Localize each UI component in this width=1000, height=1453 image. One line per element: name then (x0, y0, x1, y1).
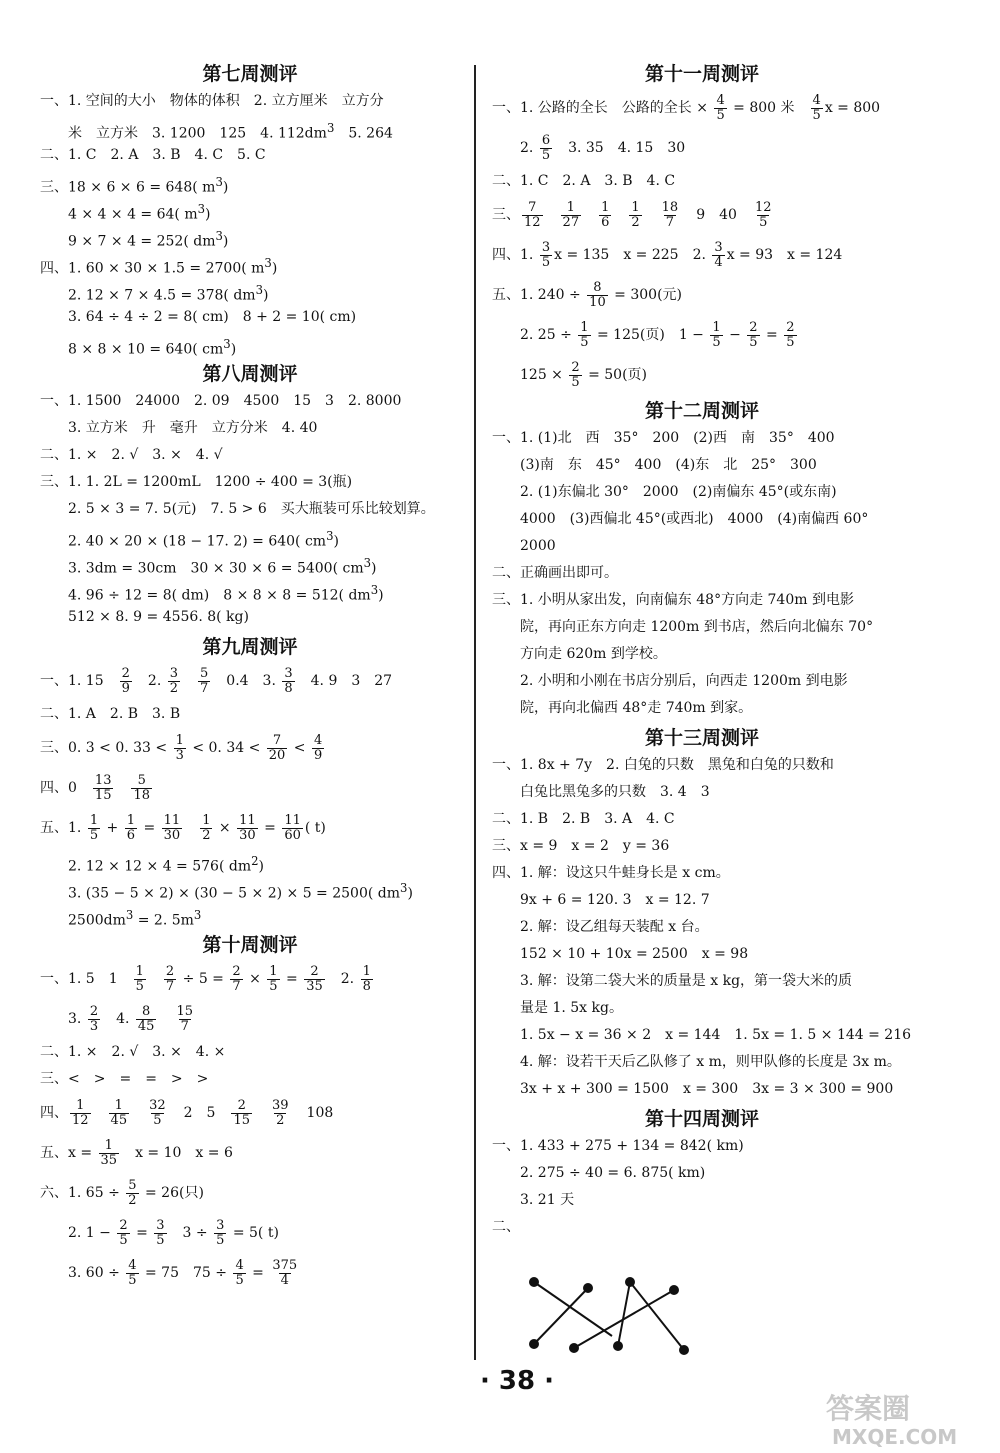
answer-line: 二、1. C 2. A 3. B 4. C (492, 173, 676, 189)
matching-lines-diagram (520, 1276, 700, 1356)
answer-line: 一、1. 公路的全长 公路的全长 × $\frac{4}{5}$ = 800 米 $\frac{4}{5}$ x = 800 (492, 92, 881, 123)
answer-line: 4. 96 ÷ 12 = 8( dm) 8 × 8 × 8 = 512( $dm^3$) (40, 583, 384, 604)
fraction: $\frac{3}{2}$ (169, 665, 178, 696)
answer-line: 152 × 10 + 10x = 2500 x = 98 (492, 946, 749, 962)
answer-line: 3. 立方米 升 毫升 立方分米 4. 40 (40, 420, 318, 436)
section-title: 第十四周测评 (644, 1108, 759, 1130)
answer-line: 五、x = $\frac{1}{35}$ x = 10 x = 6 (40, 1137, 233, 1168)
fraction: $\frac{15}{7}$ (176, 1003, 193, 1034)
section-title: 第九周测评 (202, 636, 298, 658)
answer-line: 2. 解：设乙组每天装配 x 台。 (492, 919, 709, 935)
answer-line: $2500dm^3 = 2$. $5m^3$ (40, 908, 202, 929)
answer-line: 三、1. 小明从家出发，向南偏东 48°方向走 740m 到电影 (492, 592, 854, 608)
fraction: $\frac{5}{7}$ (200, 665, 209, 696)
fraction: $\frac{1}{5}$ (269, 963, 278, 994)
answer-line: 2. 40 × 20 × (18 − 17. 2) = 640( $cm^3$) (40, 529, 339, 550)
fraction: $\frac{1}{12}$ (72, 1097, 89, 1128)
answer-line: 一、1. 空间的大小 物体的体积 2. 立方厘米 立方分 (40, 93, 384, 109)
fraction: $\frac{1}{3}$ (175, 732, 184, 763)
fraction: $\frac{2}{35}$ (306, 963, 323, 994)
fraction: $\frac{4}{5}$ (128, 1257, 137, 1288)
answer-line: 9 × 7 × 4 = 252( $dm^3$) (40, 229, 229, 250)
answer-line: 量是 1. 5x kg。 (492, 1000, 623, 1016)
fraction: $\frac{18}{7}$ (661, 199, 679, 230)
answer-line: 二、1. × 2. √ 3. × 4. × (40, 1044, 226, 1060)
fraction: $\frac{4}{5}$ (235, 1257, 244, 1288)
fraction: $\frac{2}{7}$ (232, 963, 241, 994)
fraction: $\frac{1}{5}$ (580, 319, 589, 350)
fraction: $\frac{1}{6}$ (126, 812, 136, 843)
fraction: $\frac{1}{5}$ (135, 963, 144, 994)
page-number: · 38 · (480, 1366, 555, 1396)
fraction: $\frac{2}{3}$ (89, 1003, 99, 1034)
fraction: $\frac{2}{5}$ (749, 319, 758, 350)
answer-line: 一、1. 8x + 7y 2. 白兔的只数 黑兔和白兔的只数和 (492, 757, 834, 773)
fraction: $\frac{1}{2}$ (631, 199, 640, 230)
answer-line: 一、1. 1500 24000 2. 09 4500 15 3 2. 8000 (40, 393, 402, 409)
fraction: $\frac{3}{4}$ (714, 239, 723, 270)
fraction: $\frac{11}{30}$ (163, 812, 181, 843)
answer-line: 3. 64 ÷ 4 ÷ 2 = 8( cm) 8 + 2 = 10( cm) (40, 309, 357, 325)
answer-line: 四、1. 解：设这只牛蛙身长是 x cm。 (492, 865, 730, 881)
answer-line: 3. 60 ÷ $\frac{4}{5}$ = 75 75 ÷ $\frac{4}{5}$ = $\frac{375}{4}$ (40, 1257, 298, 1288)
answer-line: 2. (1)东偏北 30° 2000 (2)南偏东 45°(或东南) (492, 484, 837, 500)
answer-line: 一、1. 433 + 275 + 134 = 842( km) (492, 1138, 744, 1154)
fraction: $\frac{4}{5}$ (812, 92, 821, 123)
fraction: $\frac{11}{60}$ (284, 812, 301, 843)
answer-line: 二、正确画出即可。 (492, 565, 618, 581)
fraction: $\frac{2}{5}$ (119, 1217, 128, 1248)
svg-text:答案圈: 答案圈 (826, 1392, 911, 1425)
fraction: $\frac{2}{9}$ (121, 665, 130, 696)
fraction: $\frac{1}{45}$ (110, 1097, 128, 1128)
answer-line: 一、1. (1)北 西 35° 200 (2)西 南 35° 400 (492, 430, 835, 446)
fraction: $\frac{2}{15}$ (233, 1097, 251, 1128)
answer-line: 一、1. 5 1 $\frac{1}{5}$ $\frac{2}{7}$ ÷ 5 = $\frac{2}{7}$ × $\frac{1}{5}$ = $\frac{2}{35}$ 2. $\frac{1}{8}$ (40, 963, 371, 994)
fraction: $\frac{12}{5}$ (754, 199, 772, 230)
answer-line: 2. 275 ÷ 40 = 6. 875( km) (492, 1165, 706, 1181)
fraction: $\frac{375}{4}$ (272, 1257, 298, 1288)
answer-line: 一、1. 15 $\frac{2}{9}$ 2. $\frac{3}{2}$ $\frac{5}{7}$ 0.4 3. $\frac{3}{8}$ 4. 9 3 27 (40, 665, 393, 696)
fraction: $\frac{13}{15}$ (94, 772, 112, 803)
fraction: $\frac{7}{20}$ (268, 732, 286, 763)
answer-line: 五、1. 240 ÷ $\frac{8}{10}$ = 300(元) (492, 279, 682, 310)
answer-line: 125 × $\frac{2}{5}$ = 50(页) (492, 359, 648, 390)
answer-line: 白兔比黑兔多的只数 3. 4 3 (492, 784, 710, 800)
fraction: $\frac{4}{9}$ (313, 732, 323, 763)
answer-line: 院，再向北偏西 48°走 740m 到家。 (492, 700, 753, 716)
section-title: 第十三周测评 (644, 727, 759, 749)
answer-line: (3)南 东 45° 400 (4)东 北 25° 300 (492, 457, 817, 473)
answer-line: 四、0 $\frac{13}{15}$ $\frac{5}{18}$ (40, 772, 151, 803)
section-title: 第七周测评 (202, 63, 298, 85)
watermark-logo (820, 1388, 990, 1450)
answer-line: 2. 25 ÷ $\frac{1}{5}$ = 125(页) 1 − $\frac{1}{5}$ − $\frac{2}{5}$ = $\frac{2}{5}$ (492, 319, 795, 350)
answer-line: 米 立方米 3. 1200 125 4. $112dm^3$ 5. 264 (40, 121, 393, 142)
answer-line: 2000 (492, 538, 556, 554)
answer-line: 三、0. 3 < 0. 33 < $\frac{1}{3}$ < 0. 34 < $\frac{7}{20}$ < $\frac{4}{9}$ (40, 732, 323, 763)
fraction: $\frac{1}{27}$ (562, 199, 580, 230)
answer-line: 2. 12 × 12 × 4 = 576( $dm^2$) (40, 854, 264, 875)
answer-line: 2. 1 − $\frac{2}{5}$ = $\frac{3}{5}$ 3 ÷ $\frac{3}{5}$ = 5( t) (40, 1217, 279, 1248)
answer-line: 4 × 4 × 4 = 64( $m^3$) (40, 202, 211, 223)
answer-line: 2. 12 × 7 × 4.5 = 378( $dm^3$) (40, 283, 269, 304)
fraction: $\frac{1}{5}$ (89, 812, 99, 843)
answer-line: 二、1. A 2. B 3. B (40, 706, 181, 722)
fraction: $\frac{3}{5}$ (156, 1217, 165, 1248)
fraction: $\frac{2}{7}$ (165, 963, 175, 994)
fraction: $\frac{1}{8}$ (362, 963, 371, 994)
answer-line: 3. 21 天 (492, 1192, 575, 1208)
svg-text:MXQE.COM: MXQE.COM (832, 1425, 958, 1449)
answer-line: 四、 $\frac{1}{12}$ $\frac{1}{45}$ $\frac{32}{5}$ 2 5 $\frac{2}{15}$ $\frac{39}{2}$ 108 (40, 1097, 334, 1128)
answer-line: 三、x = 9 x = 2 y = 36 (492, 838, 670, 854)
answer-line: 2. $\frac{6}{5}$ 3. 35 4. 15 30 (492, 132, 686, 163)
fraction: $\frac{4}{5}$ (716, 92, 725, 123)
fraction: $\frac{11}{30}$ (239, 812, 256, 843)
fraction: $\frac{8}{10}$ (589, 279, 606, 310)
right-column (492, 58, 912, 1241)
fraction: $\frac{5}{18}$ (133, 772, 151, 803)
section-title: 第十一周测评 (644, 63, 759, 85)
answer-line: 2. 小明和小刚在书店分别后，向西走 1200m 到电影 (492, 673, 848, 689)
answer-line: 二、1. × 2. √ 3. × 4. √ (40, 447, 223, 463)
fraction: $\frac{2}{5}$ (786, 319, 795, 350)
fraction: $\frac{3}{5}$ (216, 1217, 225, 1248)
fraction: $\frac{39}{2}$ (272, 1097, 289, 1128)
answer-line: 五、1. $\frac{1}{5}$ + $\frac{1}{6}$ = $\frac{11}{30}$ $\frac{1}{2}$ × $\frac{11}{30}$ = $\frac{11}{60}$ ( t) (40, 812, 326, 843)
answer-line: 六、1. 65 ÷ $\frac{5}{2}$ = 26(只) (40, 1177, 204, 1208)
answer-line: 三、1. 1. 2L = 1200mL 1200 ÷ 400 = 3(瓶) (40, 474, 353, 490)
answer-line: 四、1. 60 × 30 × 1.5 = 2700( $m^3$) (40, 256, 278, 277)
answer-line: 院，再向正东方向走 1200m 到书店，然后向北偏东 70° (492, 619, 874, 635)
answer-line: 三、18 × 6 × 6 = 648( $m^3$) (40, 175, 229, 196)
fraction: $\frac{3}{5}$ (541, 239, 551, 270)
answer-line: 二、1. B 2. B 3. A 4. C (492, 811, 675, 827)
fraction: $\frac{1}{6}$ (601, 199, 610, 230)
fraction: $\frac{1}{2}$ (202, 812, 211, 843)
answer-line: 9x + 6 = 120. 3 x = 12. 7 (492, 892, 710, 908)
section-title: 第十周测评 (202, 934, 298, 956)
fraction: $\frac{3}{8}$ (284, 665, 293, 696)
answer-line: 三、 $\frac{7}{12}$ $\frac{1}{27}$ $\frac{1}{6}$ $\frac{1}{2}$ $\frac{18}{7}$ 9 40 $\frac{12}{5}$ (492, 199, 772, 230)
left-column (40, 58, 460, 1293)
answer-line: 1. 5x − x = 36 × 2 x = 144 1. 5x = 1. 5 × 144 = 216 (492, 1027, 912, 1043)
answer-line: 三、< > = = > > (40, 1071, 209, 1087)
section-title: 第十二周测评 (644, 400, 759, 422)
answer-line: 二、 (492, 1219, 520, 1235)
answer-line: 3. 3dm = 30cm 30 × 30 × 6 = 5400( $cm^3$) (40, 556, 377, 577)
answer-line: 2. 5 × 3 = 7. 5(元) 7. 5 > 6 买大瓶装可乐比较划算。 (40, 501, 435, 517)
answer-line: 3. $\frac{2}{3}$ 4. $\frac{8}{45}$ $\frac{15}{7}$ (40, 1003, 193, 1034)
answer-line: 四、1. $\frac{3}{5}$ x = 135 x = 225 2. $\frac{3}{4}$ x = 93 x = 124 (492, 239, 843, 270)
answer-line: 512 × 8. 9 = 4556. 8( kg) (40, 609, 249, 625)
fraction: $\frac{7}{12}$ (524, 199, 541, 230)
fraction: $\frac{32}{5}$ (149, 1097, 166, 1128)
fraction: $\frac{1}{35}$ (100, 1137, 118, 1168)
section-title: 第八周测评 (202, 363, 298, 385)
answer-line: 3. (35 − 5 × 2) × (30 − 5 × 2) × 5 = 2500( $dm^3$) (40, 881, 413, 902)
fraction: $\frac{6}{5}$ (541, 132, 551, 163)
fraction: $\frac{5}{2}$ (128, 1177, 137, 1208)
fraction: $\frac{2}{5}$ (571, 359, 580, 390)
answer-line: 二、1. C 2. A 3. B 4. C 5. C (40, 147, 266, 163)
fraction: $\frac{1}{5}$ (712, 319, 721, 350)
answer-line: 4000 (3)西偏北 45°(或西北) 4000 (4)南偏西 60° (492, 511, 869, 527)
answer-line: 4. 解：设若干天后乙队修了 x m，则甲队修的长度是 3x m。 (492, 1054, 901, 1070)
answer-line: 3. 解：设第二袋大米的质量是 x kg，第一袋大米的质 (492, 973, 853, 989)
column-divider (474, 65, 476, 1360)
answer-line: 3x + x + 300 = 1500 x = 300 3x = 3 × 300 = 900 (492, 1081, 894, 1097)
answer-line: 方向走 620m 到学校。 (492, 646, 667, 662)
answer-line: 8 × 8 × 10 = 640( $cm^3$) (40, 337, 237, 358)
fraction: $\frac{8}{45}$ (137, 1003, 155, 1034)
